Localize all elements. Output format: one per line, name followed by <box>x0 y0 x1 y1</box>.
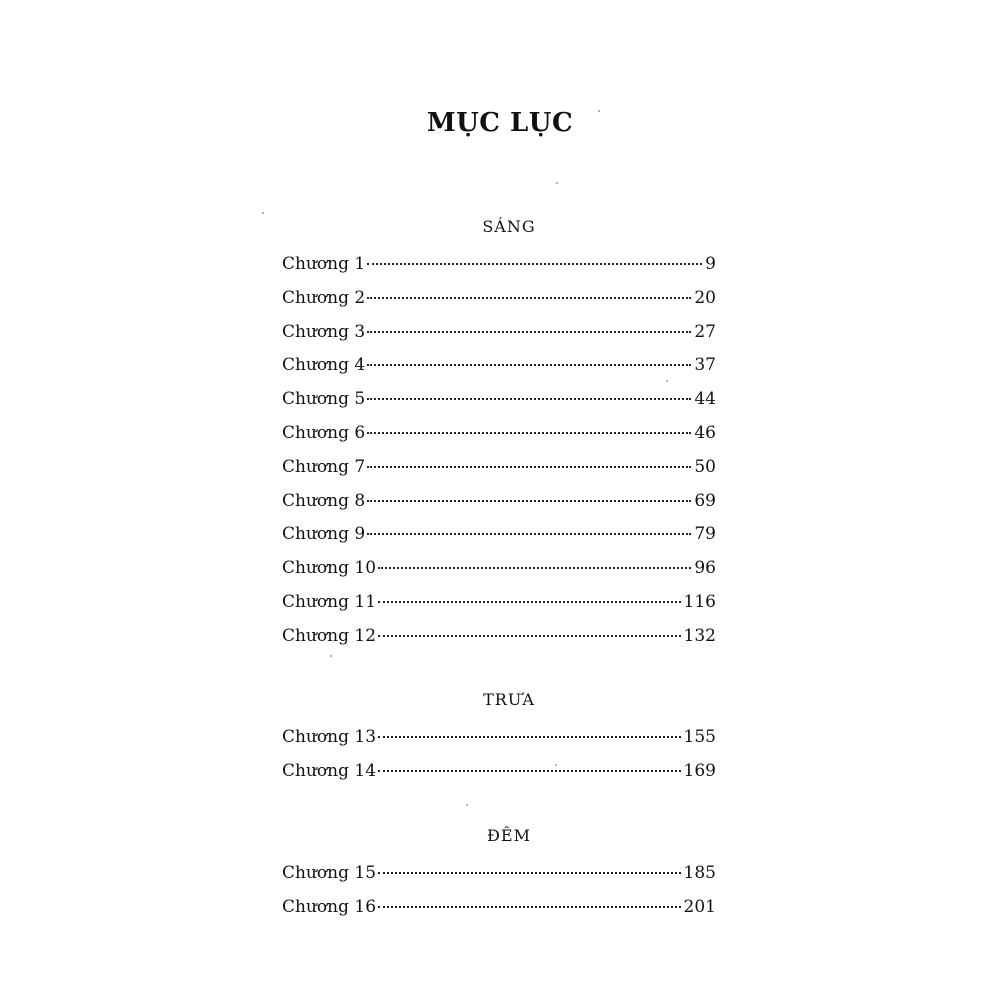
toc-page-number: 155 <box>683 727 716 747</box>
dot-leader <box>378 601 681 603</box>
toc-page-number: 20 <box>694 287 716 308</box>
toc-entry[interactable] <box>282 863 716 897</box>
dot-leader <box>378 872 681 874</box>
toc-label: Chương 15 <box>282 863 377 883</box>
toc-label: Chương 2 <box>282 287 366 308</box>
toc-label: Chương 11 <box>282 591 377 612</box>
toc-entry[interactable] <box>282 389 716 423</box>
toc-page-number: 185 <box>683 863 716 883</box>
dot-leader <box>367 500 691 502</box>
toc-label: Chương 3 <box>282 321 366 342</box>
toc-entry[interactable] <box>282 592 716 626</box>
toc-entry[interactable] <box>282 626 716 660</box>
section-sang <box>282 216 716 660</box>
dot-leader <box>378 770 681 772</box>
dot-leader <box>367 263 702 265</box>
toc-entry[interactable] <box>282 288 716 322</box>
toc-entry[interactable] <box>282 761 716 795</box>
toc-page-number: 116 <box>683 591 716 612</box>
dot-leader <box>378 906 681 908</box>
toc-page-number: 9 <box>705 254 716 274</box>
toc-page-number: 201 <box>683 896 716 917</box>
toc-entry[interactable] <box>282 897 716 931</box>
toc-entry[interactable] <box>282 322 716 356</box>
dot-leader <box>367 297 691 299</box>
scan-speck <box>466 804 468 806</box>
toc-entry[interactable] <box>282 558 716 592</box>
scan-speck <box>330 655 332 657</box>
toc-page-number: 69 <box>694 490 716 511</box>
toc-entry[interactable] <box>282 423 716 457</box>
toc-label: Chương 14 <box>282 760 377 781</box>
section-heading: ĐÊM <box>487 826 531 845</box>
toc-page-number: 27 <box>694 321 716 342</box>
toc-label: Chương 5 <box>282 389 366 410</box>
scan-speck <box>262 212 264 214</box>
toc-label: Chương 8 <box>282 490 366 511</box>
toc-page-number: 96 <box>694 558 716 579</box>
section-dem <box>282 825 716 931</box>
scan-speck <box>555 764 557 766</box>
dot-leader <box>367 364 691 366</box>
toc-page-number: 79 <box>694 524 716 545</box>
dot-leader <box>378 567 691 569</box>
dot-leader <box>367 331 691 333</box>
scan-speck <box>598 110 600 112</box>
dot-leader <box>378 736 681 738</box>
section-heading: SÁNG <box>482 217 536 236</box>
toc-page-number: 132 <box>683 625 716 646</box>
toc-page-number: 169 <box>683 760 716 781</box>
scan-speck <box>666 380 668 382</box>
dot-leader <box>378 635 681 637</box>
toc-entry[interactable] <box>282 457 716 491</box>
toc-label: Chương 6 <box>282 422 366 443</box>
scan-speck <box>556 182 558 184</box>
toc-page-number: 37 <box>694 355 716 376</box>
section-heading: TRƯA <box>483 690 535 709</box>
dot-leader <box>367 432 691 434</box>
page-title: MỤC LỤC <box>426 108 574 138</box>
toc-page-number: 46 <box>694 422 716 443</box>
toc-entry[interactable] <box>282 524 716 558</box>
toc-label: Chương 12 <box>282 625 377 646</box>
toc-label: Chương 1 <box>282 254 366 274</box>
dot-leader <box>367 533 691 535</box>
toc-page-number: 44 <box>694 389 716 410</box>
toc-label: Chương 16 <box>282 896 377 917</box>
dot-leader <box>367 466 691 468</box>
toc-label: Chương 13 <box>282 727 377 747</box>
toc-entry[interactable] <box>282 254 716 288</box>
toc-entry[interactable] <box>282 491 716 525</box>
dot-leader <box>367 398 691 400</box>
toc-page-number: 50 <box>694 456 716 477</box>
toc-entry[interactable] <box>282 355 716 389</box>
toc-label: Chương 10 <box>282 558 377 579</box>
toc-label: Chương 7 <box>282 456 366 477</box>
toc-label: Chương 9 <box>282 524 366 545</box>
section-trua <box>282 689 716 795</box>
toc-label: Chương 4 <box>282 355 366 376</box>
toc-entry[interactable] <box>282 727 716 761</box>
